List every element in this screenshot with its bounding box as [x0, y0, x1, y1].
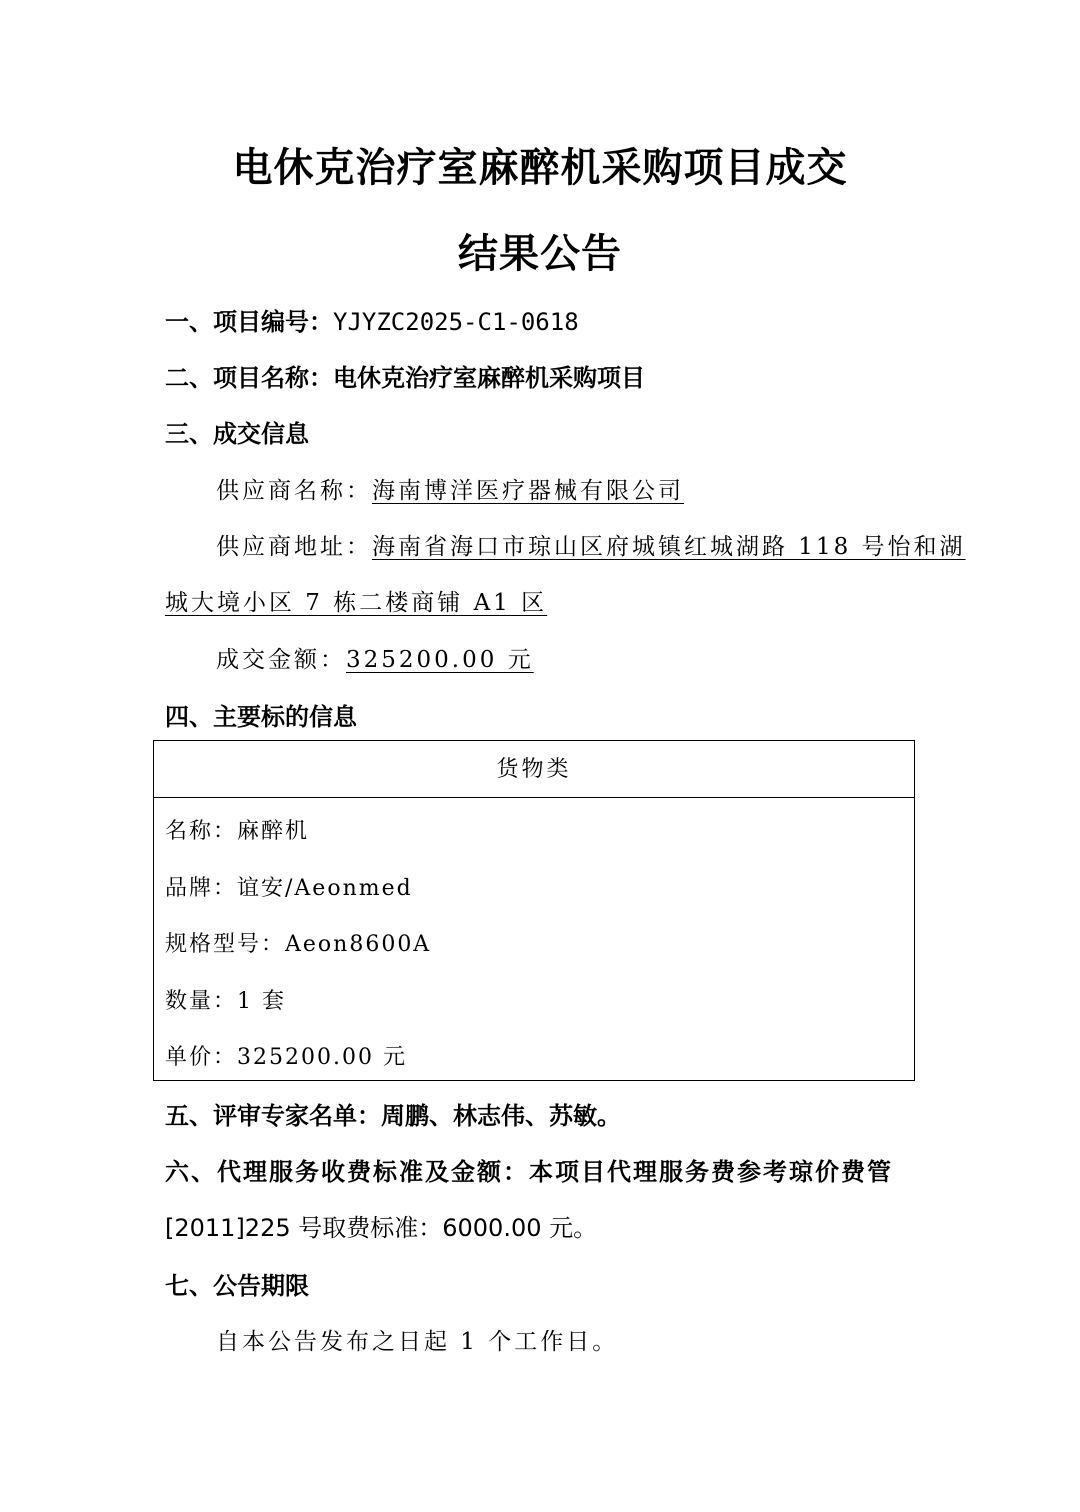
notice-period-body: 自本公告发布之日起 1 个工作日。	[216, 1329, 619, 1355]
supplier-address-continuation	[165, 584, 547, 617]
page-title-line-1: 电休克治疗室麻醉机采购项目成交	[232, 145, 848, 191]
supplier-name-label: 供应商名称：	[216, 478, 372, 504]
goods-item-quantity: 数量：1 套	[165, 989, 286, 1014]
goods-item-name: 名称：麻醉机	[165, 819, 310, 844]
supplier-address-row	[216, 528, 966, 561]
deal-amount-value: 325200.00 元	[346, 647, 534, 673]
supplier-name-row	[216, 472, 684, 505]
supplier-address-label: 供应商地址：	[216, 534, 372, 560]
goods-table	[153, 740, 915, 1081]
section-agency-fee-continuation: [2011]225 号取费标准：6000.00 元。	[165, 1214, 598, 1242]
section-agency-fee: 六、代理服务收费标准及金额：本项目代理服务费参考琼价费管	[165, 1158, 893, 1186]
goods-item-model: 规格型号：Aeon8600A	[165, 932, 432, 957]
deal-amount-row	[216, 641, 534, 674]
goods-item-brand: 品牌：谊安/Aeonmed	[165, 876, 413, 901]
supplier-name-value: 海南博洋医疗器械有限公司	[372, 478, 684, 504]
supplier-address-line-2: 城大境小区 7 栋二楼商铺 A1 区	[165, 590, 548, 616]
section-project-number	[165, 302, 579, 337]
supplier-address-line-1: 海南省海口市琼山区府城镇红城湖路 118 号怡和湖	[372, 534, 966, 560]
deal-amount-label: 成交金额：	[216, 647, 346, 673]
goods-item-unit-price: 单价：325200.00 元	[165, 1045, 407, 1070]
goods-table-header: 货物类	[154, 741, 914, 798]
project-number-label: 一、项目编号：	[165, 308, 333, 336]
section-main-items: 四、主要标的信息	[165, 703, 357, 731]
section-review-experts: 五、评审专家名单：周鹏、林志伟、苏敏。	[165, 1102, 621, 1130]
section-notice-period: 七、公告期限	[165, 1272, 309, 1300]
page-title-line-2: 结果公告	[458, 231, 622, 277]
section-project-name: 二、项目名称：电休克治疗室麻醉机采购项目	[165, 364, 645, 392]
project-number-value: YJYZC2025-C1-0618	[333, 308, 579, 336]
section-deal-info: 三、成交信息	[165, 420, 309, 448]
